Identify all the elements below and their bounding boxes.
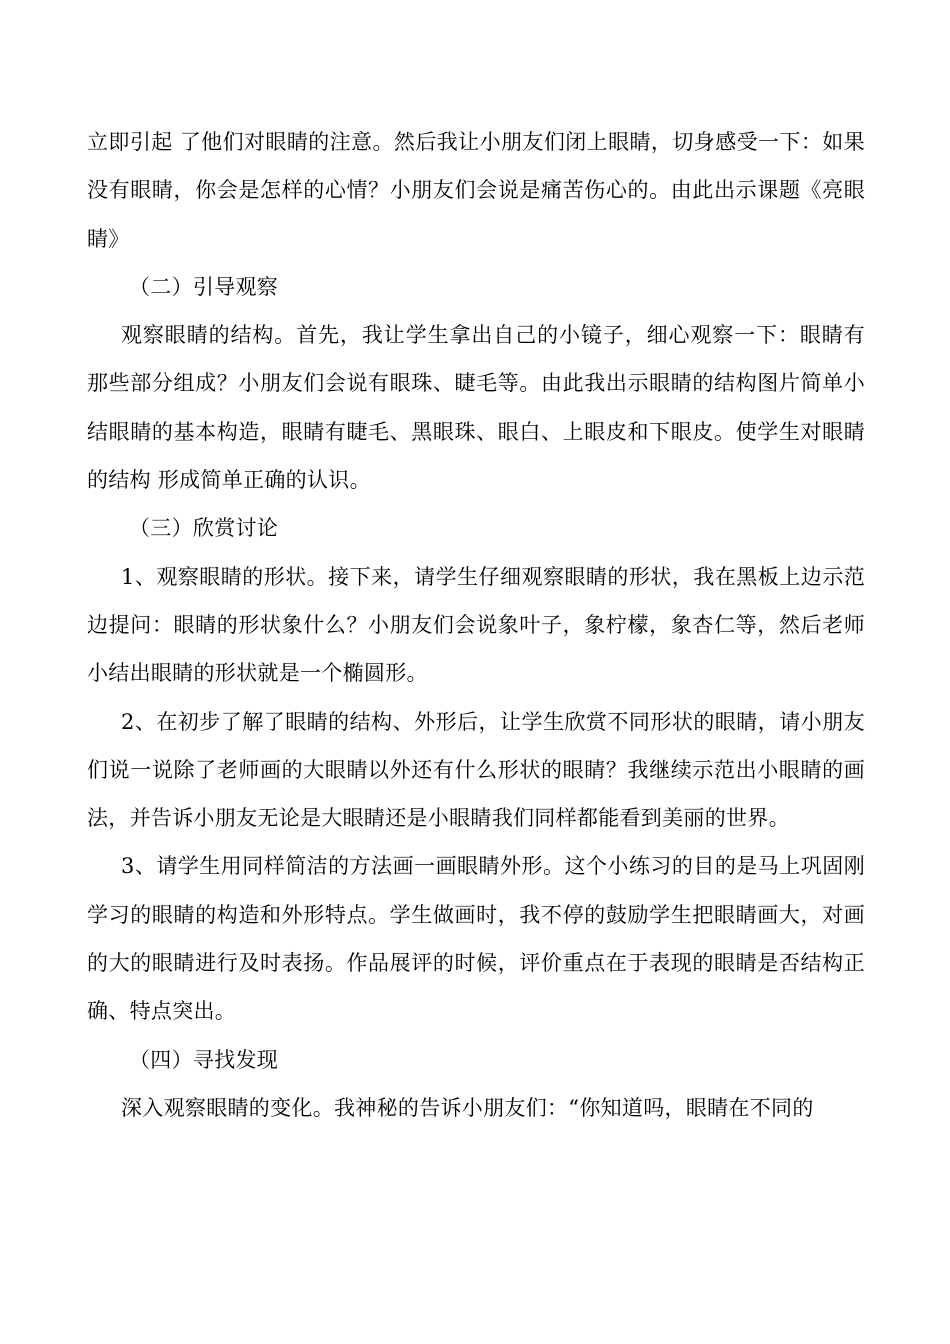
document-page — [87, 118, 865, 1132]
paragraph-intro-continued: 立即引起 了他们对眼睛的注意。然后我让小朋友们闭上眼睛，切身感受一下：如果没有眼睛，你会是怎样的心情？小朋友们会说是痛苦伤心的。由此出示课题《亮眼睛》 — [87, 130, 865, 251]
paragraph-eye-structure: 观察眼睛的结构。首先，我让学生拿出自己的小镜子，细心观察一下：眼睛有那些部分组成？小朋友们会说有眼珠、睫毛等。由此我出示眼睛的结构图片简单小结眼睛的基本构造，眼睛有睫毛、黑眼珠、眼白、上眼皮和下眼皮。使学生对眼睛的结构 形成简单正确的认识。 — [87, 323, 865, 493]
section-heading-find-discover: （四）寻找发现 — [129, 1047, 279, 1072]
paragraph-item-1-eye-shape: 1、观察眼睛的形状。接下来，请学生仔细观察眼睛的形状，我在黑板上边示范边提问：眼睛的形状象什么？小朋友们会说象叶子，象柠檬，象杏仁等，然后老师小结出眼睛的形状就是一个椭圆形。 — [87, 564, 865, 686]
paragraph-eye-changes: 深入观察眼睛的变化。我神秘的告诉小朋友们：“你知道吗，眼睛在不同的 — [121, 1095, 814, 1120]
paragraph-item-2-different-eyes: 2、在初步了解了眼睛的结构、外形后，让学生欣赏不同形状的眼睛，请小朋友们说一说除了老师画的大眼睛以外还有什么形状的眼睛？我继续示范出小眼睛的画法，并告诉小朋友无论是大眼睛还是小眼睛我们同样都能看到美丽的世界。 — [87, 709, 865, 831]
section-heading-appreciation-discussion: （三）欣赏讨论 — [129, 516, 279, 541]
paragraph-item-3-drawing-practice: 3、请学生用同样简洁的方法画一画眼睛外形。这个小练习的目的是马上巩固刚学习的眼睛的构造和外形特点。学生做画时，我不停的鼓励学生把眼睛画大，对画的大的眼睛进行及时表扬。作品展评的时候，评价重点在于表现的眼睛是否结构正确、特点突出。 — [87, 854, 865, 1024]
section-heading-guided-observation: （二）引导观察 — [129, 274, 279, 299]
